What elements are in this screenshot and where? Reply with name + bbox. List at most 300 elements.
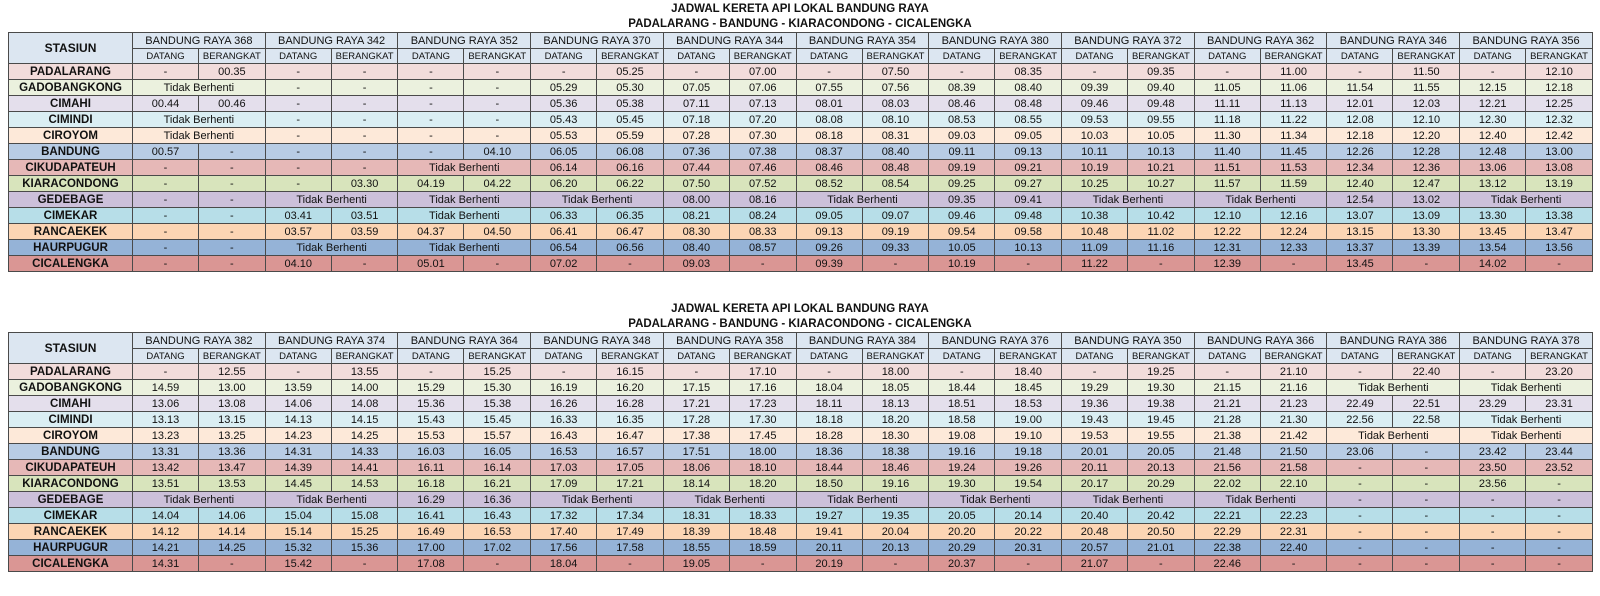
departure-time: 11.53 [1260,160,1327,176]
departure-time: 18.10 [729,460,796,476]
schedule-table [8,32,1593,272]
departure-time: 20.05 [1128,444,1195,460]
departure-time: 15.38 [464,396,531,412]
departure-time: 21.10 [1260,364,1327,380]
arrival-time: 18.55 [663,540,729,556]
departure-time: - [464,80,531,96]
departure-time: 00.46 [199,96,266,112]
departure-time: 06.08 [597,144,664,160]
departure-time: 12.36 [1393,160,1460,176]
departure-time: 13.53 [199,476,266,492]
departure-time: - [1393,540,1460,556]
departure-time: 06.56 [597,240,664,256]
arrival-time: 10.05 [929,240,995,256]
departure-time: 14.33 [331,444,398,460]
train-header: BANDUNG RAYA 366 [1194,333,1327,349]
departure-time: 16.28 [597,396,664,412]
arrival-time: 08.30 [663,224,729,240]
berangkat-header: BERANGKAT [464,49,531,64]
arrival-time: 14.45 [265,476,331,492]
arrival-time: 11.18 [1194,112,1260,128]
departure-time: 16.35 [597,412,664,428]
train-header: BANDUNG RAYA 378 [1460,333,1593,349]
arrival-time: - [1194,64,1260,80]
station-name: RANCAEKEK [9,224,133,240]
arrival-time: 11.11 [1194,96,1260,112]
departure-time: - [1526,556,1593,572]
departure-time: - [862,556,929,572]
departure-time: 21.23 [1260,396,1327,412]
arrival-time: - [1062,64,1128,80]
departure-time: - [331,256,398,272]
datang-header: DATANG [1062,49,1128,64]
departure-time: 16.57 [597,444,664,460]
train-header: BANDUNG RAYA 386 [1327,333,1460,349]
arrival-time: 11.51 [1194,160,1260,176]
station-row [9,192,1593,208]
arrival-time: 22.02 [1194,476,1260,492]
arrival-time: 07.02 [531,256,597,272]
arrival-time: 15.43 [398,412,464,428]
departure-time: 09.41 [995,192,1062,208]
departure-time: 09.21 [995,160,1062,176]
departure-time: 11.16 [1128,240,1195,256]
train-header: BANDUNG RAYA 370 [531,33,664,49]
arrival-time: 14.12 [133,524,199,540]
departure-time: 20.22 [995,524,1062,540]
arrival-time: 20.19 [796,556,862,572]
not-stopping-cell: Tidak Berhenti [398,240,531,256]
departure-time: 12.10 [1526,64,1593,80]
departure-time: 12.47 [1393,176,1460,192]
arrival-time: 07.44 [663,160,729,176]
arrival-time: 21.21 [1194,396,1260,412]
not-stopping-cell: Tidak Berhenti [1460,192,1593,208]
departure-time: 18.20 [862,412,929,428]
arrival-time: 06.05 [531,144,597,160]
datang-header: DATANG [1327,49,1393,64]
arrival-time: 08.52 [796,176,862,192]
arrival-time: 08.46 [796,160,862,176]
departure-time: 06.16 [597,160,664,176]
arrival-time: 14.31 [133,556,199,572]
departure-time: - [1393,476,1460,492]
arrival-time: 12.01 [1327,96,1393,112]
arrival-time: 11.30 [1194,128,1260,144]
train-header: BANDUNG RAYA 376 [929,333,1062,349]
departure-time: 19.00 [995,412,1062,428]
schedule-table [8,332,1593,572]
arrival-time: 11.22 [1062,256,1128,272]
departure-time: 07.56 [862,80,929,96]
departure-time: 08.40 [862,144,929,160]
station-row [9,396,1593,412]
departure-time: 05.38 [597,96,664,112]
departure-time: 18.00 [729,444,796,460]
arrival-time: - [1327,524,1393,540]
arrival-time: - [796,64,862,80]
departure-time: 14.53 [331,476,398,492]
not-stopping-cell: Tidak Berhenti [531,192,664,208]
departure-time: 23.20 [1526,364,1593,380]
departure-time: 23.31 [1526,396,1593,412]
departure-time: - [199,556,266,572]
arrival-time: 14.23 [265,428,331,444]
departure-time: 17.34 [597,508,664,524]
departure-time: 13.25 [199,428,266,444]
departure-time: 10.05 [1128,128,1195,144]
departure-time: 07.00 [729,64,796,80]
arrival-time: 18.39 [663,524,729,540]
arrival-time: 17.00 [398,540,464,556]
arrival-time: 12.10 [1194,208,1260,224]
station-row [9,96,1593,112]
schedule-route: PADALARANG - BANDUNG - KIARACONDONG - CICALENGKA [628,18,972,30]
departure-time: 10.21 [1128,160,1195,176]
departure-time: 10.13 [1128,144,1195,160]
arrival-time: 18.11 [796,396,862,412]
arrival-time: 16.41 [398,508,464,524]
arrival-time: 17.28 [663,412,729,428]
arrival-time: - [265,80,331,96]
departure-time: 11.13 [1260,96,1327,112]
arrival-time: 07.11 [663,96,729,112]
station-name: CIROYOM [9,428,133,444]
departure-time: - [199,240,266,256]
station-row [9,160,1593,176]
arrival-time: 08.08 [796,112,862,128]
station-name: GADOBANGKONG [9,380,133,396]
arrival-time: 19.53 [1062,428,1128,444]
arrival-time: 20.37 [929,556,995,572]
departure-time: 18.59 [729,540,796,556]
arrival-time: - [133,64,199,80]
departure-time: - [1526,540,1593,556]
arrival-time: 09.13 [796,224,862,240]
berangkat-header: BERANGKAT [1260,349,1327,364]
arrival-time: 17.09 [531,476,597,492]
arrival-time: 17.56 [531,540,597,556]
station-row [9,240,1593,256]
arrival-time: 16.11 [398,460,464,476]
not-stopping-cell: Tidak Berhenti [398,192,531,208]
arrival-time: 17.51 [663,444,729,460]
arrival-time: 13.15 [1327,224,1393,240]
departure-time: 12.42 [1526,128,1593,144]
arrival-time: 22.46 [1194,556,1260,572]
datang-header: DATANG [929,349,995,364]
departure-time: 09.48 [1128,96,1195,112]
arrival-time: - [1327,508,1393,524]
departure-time: 08.03 [862,96,929,112]
arrival-time: 08.40 [663,240,729,256]
datang-header: DATANG [133,49,199,64]
departure-time: 20.50 [1128,524,1195,540]
departure-time: 15.08 [331,508,398,524]
arrival-time: 18.28 [796,428,862,444]
station-row [9,428,1593,444]
arrival-time: 15.42 [265,556,331,572]
arrival-time: 13.42 [133,460,199,476]
arrival-time: 10.25 [1062,176,1128,192]
arrival-time: 17.15 [663,380,729,396]
arrival-time: 19.43 [1062,412,1128,428]
station-name: CIMAHI [9,396,133,412]
departure-time: - [1526,524,1593,540]
departure-time: - [862,256,929,272]
departure-time: 10.27 [1128,176,1195,192]
departure-time: 09.48 [995,208,1062,224]
arrival-time: 07.55 [796,80,862,96]
departure-time: 11.06 [1260,80,1327,96]
arrival-time: 08.00 [663,192,729,208]
departure-time: 08.48 [862,160,929,176]
departure-time: - [1128,256,1195,272]
station-row [9,128,1593,144]
station-row [9,444,1593,460]
datang-header: DATANG [398,349,464,364]
arrival-time: 03.41 [265,208,331,224]
datang-header: DATANG [133,349,199,364]
datang-header: DATANG [1194,349,1260,364]
arrival-time: 07.18 [663,112,729,128]
departure-time: - [1260,556,1327,572]
arrival-time: 10.38 [1062,208,1128,224]
station-name: KIARACONDONG [9,476,133,492]
arrival-time: 19.29 [1062,380,1128,396]
train-header: BANDUNG RAYA 382 [133,333,266,349]
departure-time: - [729,256,796,272]
arrival-time: 19.36 [1062,396,1128,412]
station-name: CIMINDI [9,112,133,128]
schedule-title: JADWAL KERETA API LOKAL BANDUNG RAYA [671,303,929,315]
datang-header: DATANG [929,49,995,64]
departure-time: 11.00 [1260,64,1327,80]
arrival-time: - [265,160,331,176]
departure-time: 19.30 [1128,380,1195,396]
station-name: CIKUDAPATEUH [9,160,133,176]
arrival-time: 12.30 [1460,112,1526,128]
arrival-time: 20.29 [929,540,995,556]
arrival-time: 18.31 [663,508,729,524]
departure-time: 14.06 [199,508,266,524]
station-row [9,224,1593,240]
departure-time: 14.00 [331,380,398,396]
departure-time: 18.40 [995,364,1062,380]
departure-time: 17.02 [464,540,531,556]
arrival-time: 12.26 [1327,144,1393,160]
departure-time: 17.58 [597,540,664,556]
departure-time: 09.35 [1128,64,1195,80]
departure-time: 16.53 [464,524,531,540]
departure-time: - [199,256,266,272]
departure-time: - [1393,556,1460,572]
departure-time: - [729,556,796,572]
departure-time: 09.05 [995,128,1062,144]
station-row [9,508,1593,524]
arrival-time: 17.32 [531,508,597,524]
departure-time: - [1526,492,1593,508]
arrival-time: 11.05 [1194,80,1260,96]
arrival-time: 21.56 [1194,460,1260,476]
not-stopping-cell: Tidak Berhenti [265,240,398,256]
departure-time: 09.40 [1128,80,1195,96]
arrival-time: - [663,364,729,380]
arrival-time: - [265,112,331,128]
departure-time: 11.50 [1393,64,1460,80]
departure-time: - [331,80,398,96]
departure-time: 13.08 [199,396,266,412]
arrival-time: 18.44 [796,460,862,476]
departure-time: 18.13 [862,396,929,412]
not-stopping-cell: Tidak Berhenti [133,492,266,508]
not-stopping-cell: Tidak Berhenti [133,128,266,144]
departure-time: 07.20 [729,112,796,128]
departure-time: - [199,160,266,176]
arrival-time: 06.14 [531,160,597,176]
not-stopping-cell: Tidak Berhenti [1460,380,1593,396]
arrival-time: - [398,128,464,144]
arrival-time: 12.22 [1194,224,1260,240]
arrival-time: 10.11 [1062,144,1128,160]
station-name: CIMEKAR [9,508,133,524]
departure-time: 21.16 [1260,380,1327,396]
arrival-time: 20.05 [929,508,995,524]
arrival-time: 17.38 [663,428,729,444]
departure-time: 20.31 [995,540,1062,556]
arrival-time: 20.11 [796,540,862,556]
arrival-time: 20.01 [1062,444,1128,460]
departure-time: 12.10 [1393,112,1460,128]
departure-time: 09.55 [1128,112,1195,128]
not-stopping-cell: Tidak Berhenti [398,208,531,224]
departure-time: 09.58 [995,224,1062,240]
arrival-time: - [398,96,464,112]
arrival-time: - [531,64,597,80]
berangkat-header: BERANGKAT [597,49,664,64]
arrival-time: - [1327,64,1393,80]
departure-time: 13.00 [1526,144,1593,160]
datang-header: DATANG [1460,349,1526,364]
departure-time: 15.36 [331,540,398,556]
departure-time: 19.54 [995,476,1062,492]
departure-time: 18.05 [862,380,929,396]
station-name: CIROYOM [9,128,133,144]
berangkat-header: BERANGKAT [597,349,664,364]
arrival-time: - [133,192,199,208]
arrival-time: - [1460,492,1526,508]
arrival-time: - [133,160,199,176]
train-header: BANDUNG RAYA 372 [1062,33,1195,49]
arrival-time: 13.13 [133,412,199,428]
departure-time: 09.27 [995,176,1062,192]
arrival-time: 20.20 [929,524,995,540]
arrival-time: 10.48 [1062,224,1128,240]
arrival-time: 13.54 [1460,240,1526,256]
departure-time: 08.16 [729,192,796,208]
departure-time: 13.38 [1526,208,1593,224]
arrival-time: - [1460,364,1526,380]
not-stopping-cell: Tidak Berhenti [1327,380,1460,396]
station-name: HAURPUGUR [9,240,133,256]
station-name: KIARACONDONG [9,176,133,192]
datang-header: DATANG [1062,349,1128,364]
arrival-time: 19.08 [929,428,995,444]
not-stopping-cell: Tidak Berhenti [1460,428,1593,444]
datang-header: DATANG [265,349,331,364]
arrival-time: - [1327,540,1393,556]
arrival-time: 12.34 [1327,160,1393,176]
datang-header: DATANG [531,349,597,364]
arrival-time: 07.50 [663,176,729,192]
arrival-time: - [929,64,995,80]
station-name: GADOBANGKONG [9,80,133,96]
departure-time: 12.32 [1526,112,1593,128]
departure-time: 07.50 [862,64,929,80]
arrival-time: 19.27 [796,508,862,524]
arrival-time: - [265,64,331,80]
arrival-time: 08.37 [796,144,862,160]
arrival-time: - [1460,508,1526,524]
arrival-time: 16.53 [531,444,597,460]
departure-time: 09.07 [862,208,929,224]
not-stopping-cell: Tidak Berhenti [1194,492,1327,508]
departure-time: 13.08 [1526,160,1593,176]
departure-time: 14.14 [199,524,266,540]
not-stopping-cell: Tidak Berhenti [1327,428,1460,444]
arrival-time: 12.18 [1327,128,1393,144]
arrival-time: 06.41 [531,224,597,240]
departure-time: - [331,128,398,144]
arrival-time: 12.15 [1460,80,1526,96]
arrival-time: 13.59 [265,380,331,396]
arrival-time: 04.19 [398,176,464,192]
train-header: BANDUNG RAYA 348 [531,333,664,349]
station-row [9,80,1593,96]
arrival-time: 17.21 [663,396,729,412]
arrival-time: 08.53 [929,112,995,128]
arrival-time: 20.17 [1062,476,1128,492]
arrival-time: 12.40 [1460,128,1526,144]
not-stopping-cell: Tidak Berhenti [133,112,266,128]
station-name: CICALENGKA [9,256,133,272]
departure-time: 06.47 [597,224,664,240]
departure-time: 08.10 [862,112,929,128]
departure-time: 11.45 [1260,144,1327,160]
datang-header: DATANG [1194,49,1260,64]
departure-time: 13.47 [1526,224,1593,240]
departure-time: 18.45 [995,380,1062,396]
arrival-time: 05.01 [398,256,464,272]
arrival-time: 17.40 [531,524,597,540]
departure-time: 17.49 [597,524,664,540]
train-header: BANDUNG RAYA 380 [929,33,1062,49]
departure-time: 08.33 [729,224,796,240]
train-header: BANDUNG RAYA 358 [663,333,796,349]
departure-time: - [464,96,531,112]
berangkat-header: BERANGKAT [1393,349,1460,364]
arrival-time: 18.18 [796,412,862,428]
departure-time: 20.04 [862,524,929,540]
departure-time: 21.01 [1128,540,1195,556]
departure-time: - [1393,508,1460,524]
arrival-time: - [1327,364,1393,380]
departure-time: 04.50 [464,224,531,240]
datang-header: DATANG [1327,349,1393,364]
departure-time: - [1393,444,1460,460]
departure-time: 08.35 [995,64,1062,80]
arrival-time: 07.36 [663,144,729,160]
